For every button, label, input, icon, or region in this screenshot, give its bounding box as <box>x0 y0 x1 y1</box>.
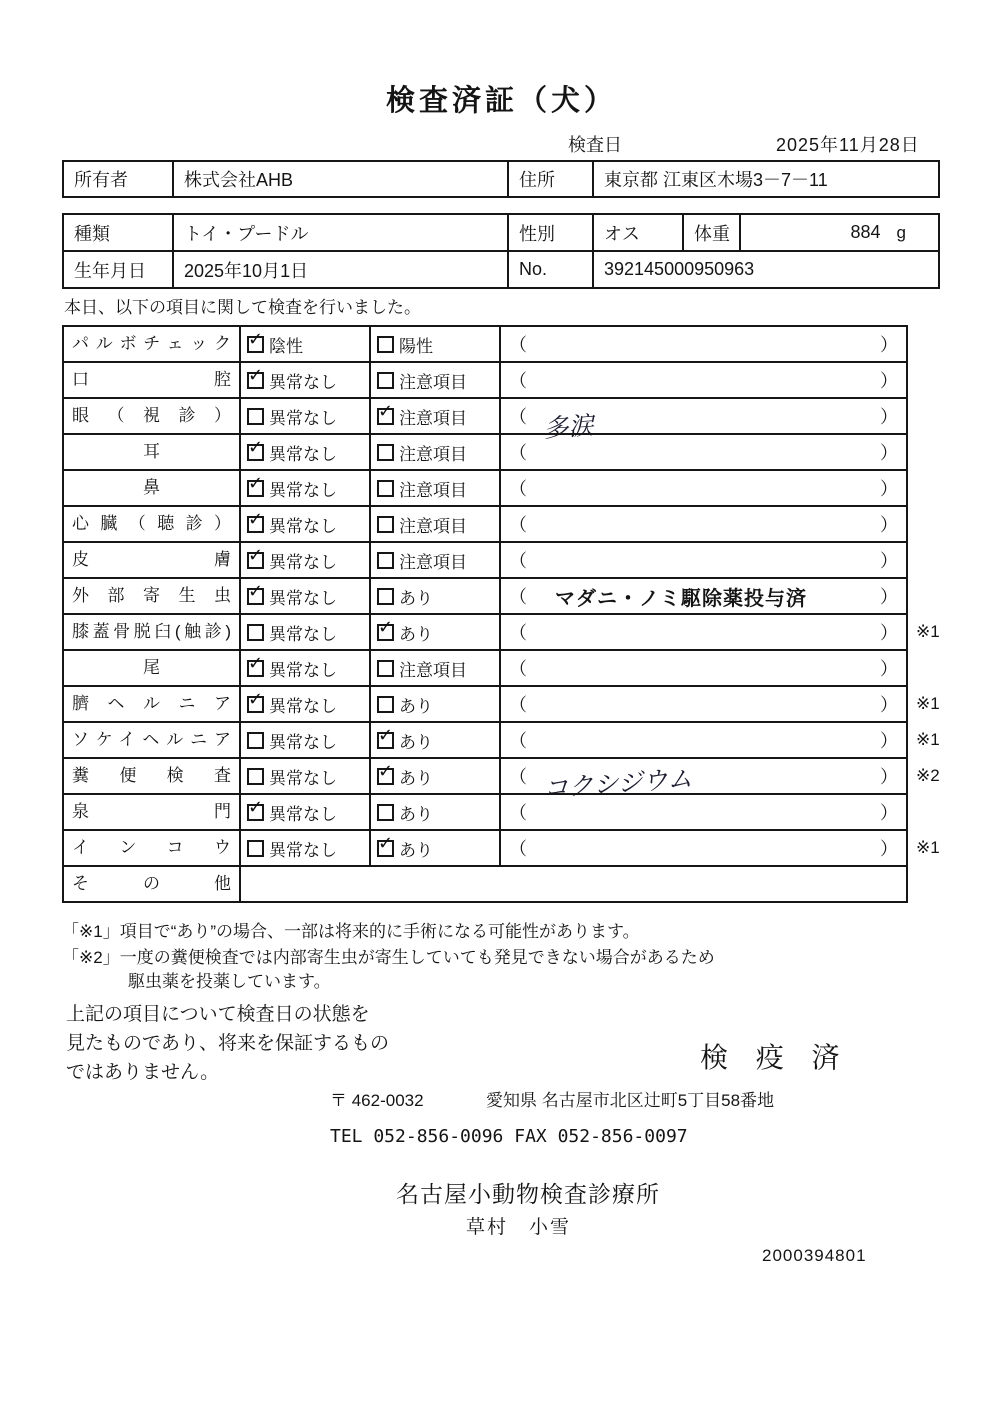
checkbox-option <box>369 687 499 721</box>
check-row <box>64 505 906 541</box>
open-paren: （ <box>509 479 527 499</box>
check-note-cell <box>499 579 906 613</box>
close-paren: ） <box>880 623 898 643</box>
address-value: 東京都 江東区木場3－7－11 <box>592 162 938 196</box>
weight-unit: g <box>896 222 906 242</box>
checked-checkbox <box>247 328 264 353</box>
checkbox-option <box>239 759 369 793</box>
checkbox-option <box>369 507 499 541</box>
checkbox-label: 注意項目 <box>399 516 467 536</box>
checkbox-label: 注意項目 <box>399 660 467 680</box>
open-paren: （ <box>509 587 527 607</box>
checkbox-option <box>369 471 499 505</box>
inspection-date-value: 2025年11月28日 <box>776 135 920 155</box>
footnote-1: 「※1」項目で“あり”の場合、一部は将来的に手術になる可能性があります。 <box>62 922 640 941</box>
clinic-postal-code: 〒 462-0032 <box>330 1091 424 1110</box>
checkbox-label: 異常なし <box>269 840 337 860</box>
checkbox-option <box>239 651 369 685</box>
check-item-label: その他 <box>72 874 231 893</box>
check-item-label: 鼻 <box>143 478 160 497</box>
check-mark-icon: ✓ <box>248 796 264 817</box>
check-item-label: 尾 <box>143 658 160 677</box>
clinic-tel-fax: TEL 052-856-0096 FAX 052-856-0097 <box>330 1126 688 1147</box>
checkbox-option <box>239 579 369 613</box>
animal-info-table <box>62 213 940 289</box>
checkbox-label: 異常なし <box>269 408 337 428</box>
clinic-name: 名古屋小動物検査診療所 <box>396 1181 660 1207</box>
checked-checkbox <box>377 760 394 785</box>
checkbox-label: あり <box>399 804 433 824</box>
checkbox-label: あり <box>399 840 433 860</box>
footnote-marker: ※1 <box>916 730 940 749</box>
checkbox-label: 異常なし <box>269 588 337 608</box>
weight-value: 884 <box>850 222 881 242</box>
check-item-label: 耳 <box>143 442 160 461</box>
checkbox-option <box>239 327 369 361</box>
checked-checkbox <box>247 652 264 677</box>
disclaimer-paragraph <box>66 1000 389 1087</box>
footnote-marker: ※1 <box>916 694 940 713</box>
unchecked-checkbox <box>377 516 394 533</box>
open-paren: （ <box>509 443 527 463</box>
close-paren: ） <box>880 767 898 787</box>
owner-label: 所有者 <box>74 170 128 190</box>
check-note-text: 多涙 <box>542 410 595 444</box>
close-paren: ） <box>880 551 898 571</box>
checkbox-label: 注意項目 <box>399 372 467 392</box>
checkbox-option <box>369 543 499 577</box>
open-paren: （ <box>509 767 527 787</box>
checkbox-label: 異常なし <box>269 732 337 752</box>
check-row <box>64 469 906 505</box>
check-mark-icon: ✓ <box>378 400 394 421</box>
check-note-cell <box>499 507 906 541</box>
footnote-2-continued: 駆虫薬を投薬しています。 <box>128 972 331 991</box>
checked-checkbox <box>247 508 264 533</box>
close-paren: ） <box>880 371 898 391</box>
check-item-label: 糞便検査 <box>72 766 231 785</box>
unchecked-checkbox <box>247 732 264 749</box>
sex-label: 性別 <box>507 215 592 250</box>
checked-checkbox <box>377 400 394 425</box>
check-note-cell <box>499 471 906 505</box>
check-item-label: 臍ヘルニア <box>72 694 231 713</box>
checked-checkbox <box>247 796 264 821</box>
unchecked-checkbox <box>377 444 394 461</box>
checkbox-option <box>239 723 369 757</box>
check-row <box>64 649 906 685</box>
checkbox-option <box>369 795 499 829</box>
check-row <box>64 327 906 361</box>
checked-checkbox <box>247 544 264 569</box>
checkbox-option <box>369 399 499 433</box>
open-paren: （ <box>509 623 527 643</box>
close-paren: ） <box>880 443 898 463</box>
check-note-cell <box>499 651 906 685</box>
checkbox-label: 異常なし <box>269 480 337 500</box>
checked-checkbox <box>247 364 264 389</box>
check-item-label: 外部寄生虫 <box>72 586 231 605</box>
check-item-label: 心臓（聴診） <box>72 514 231 533</box>
checkbox-option <box>239 507 369 541</box>
footnote-2: 「※2」一度の糞便検査では内部寄生虫が寄生していても発見できない場合があるため <box>62 948 715 967</box>
check-note-cell <box>499 831 906 865</box>
weight-label: 体重 <box>682 215 739 250</box>
open-paren: （ <box>509 731 527 751</box>
document-title: 検査済証（犬） <box>385 85 617 117</box>
checked-checkbox <box>247 436 264 461</box>
checkbox-label: 注意項目 <box>399 552 467 572</box>
check-mark-icon: ✓ <box>248 328 264 349</box>
checkbox-label: 注意項目 <box>399 480 467 500</box>
check-row <box>64 829 940 865</box>
check-mark-icon: ✓ <box>378 832 394 853</box>
checkbox-option <box>369 651 499 685</box>
check-mark-icon: ✓ <box>248 652 264 673</box>
open-paren: （ <box>509 407 527 427</box>
check-item-label: ソケイヘルニア <box>72 730 231 749</box>
unchecked-checkbox <box>377 660 394 677</box>
checked-checkbox <box>247 688 264 713</box>
id-number-label: No. <box>507 252 592 287</box>
checkbox-label: 異常なし <box>269 516 337 536</box>
footnote-marker: ※1 <box>916 838 940 857</box>
check-row <box>64 865 906 901</box>
owner-value: 株式会社AHB <box>172 162 507 196</box>
check-mark-icon: ✓ <box>248 508 264 529</box>
check-row <box>64 757 940 804</box>
checkbox-option <box>239 363 369 397</box>
check-row <box>64 685 940 721</box>
check-item-label: パルボチェック <box>72 334 231 353</box>
open-paren: （ <box>509 335 527 355</box>
unchecked-checkbox <box>377 804 394 821</box>
breed-value: トイ・プードル <box>172 215 507 250</box>
check-mark-icon: ✓ <box>248 580 264 601</box>
checkbox-option <box>239 471 369 505</box>
disclaimer-line-1: 上記の項目について検査日の状態を <box>66 1004 370 1025</box>
close-paren: ） <box>880 803 898 823</box>
checkbox-label: 注意項目 <box>399 444 467 464</box>
unchecked-checkbox <box>377 480 394 497</box>
sex-value: オス <box>592 215 682 250</box>
open-paren: （ <box>509 659 527 679</box>
checkbox-option <box>239 831 369 865</box>
check-table <box>62 325 940 903</box>
checkbox-label: あり <box>399 768 433 788</box>
open-paren: （ <box>509 695 527 715</box>
check-row <box>64 541 906 577</box>
check-mark-icon: ✓ <box>248 544 264 565</box>
id-number-value: 392145000950963 <box>592 252 938 287</box>
checkbox-label: 異常なし <box>269 804 337 824</box>
checkbox-label: 異常なし <box>269 768 337 788</box>
disclaimer-line-2: 見たものであり、将来を保証するもの <box>66 1033 390 1054</box>
checkbox-option <box>239 435 369 469</box>
unchecked-checkbox <box>377 372 394 389</box>
birthdate-value: 2025年10月1日 <box>172 252 507 287</box>
unchecked-checkbox <box>377 336 394 353</box>
unchecked-checkbox <box>247 624 264 641</box>
checkbox-label: 異常なし <box>269 444 337 464</box>
inspection-date-label: 検査日 <box>568 135 622 155</box>
check-note-text: マダニ・ノミ駆除薬投与済 <box>555 587 807 610</box>
check-note-cell <box>499 327 906 361</box>
check-mark-icon: ✓ <box>248 436 264 457</box>
close-paren: ） <box>880 407 898 427</box>
checkbox-label: 異常なし <box>269 696 337 716</box>
disclaimer-line-3: ではありません。 <box>66 1062 220 1083</box>
checkbox-option <box>239 615 369 649</box>
checkbox-label: あり <box>399 696 433 716</box>
unchecked-checkbox <box>247 840 264 857</box>
close-paren: ） <box>880 695 898 715</box>
check-item-label: インコウ <box>72 838 231 857</box>
checkbox-option <box>369 327 499 361</box>
check-item-label: 泉門 <box>72 802 231 821</box>
open-paren: （ <box>509 839 527 859</box>
owner-table <box>62 160 940 198</box>
quarantine-passed-stamp: 検 疫 済 <box>700 1042 850 1073</box>
checked-checkbox <box>247 580 264 605</box>
checkbox-option <box>369 759 499 793</box>
unchecked-checkbox <box>247 408 264 425</box>
check-note-cell <box>499 435 906 469</box>
checkbox-option <box>369 363 499 397</box>
check-row <box>64 613 940 649</box>
empty-cell <box>239 867 906 901</box>
checkbox-option <box>369 579 499 613</box>
check-row <box>64 397 906 444</box>
checkbox-option <box>369 831 499 865</box>
serial-number: 2000394801 <box>762 1246 867 1265</box>
unchecked-checkbox <box>377 552 394 569</box>
check-item-label: 眼（視診） <box>72 406 231 425</box>
check-mark-icon: ✓ <box>378 760 394 781</box>
check-note-cell <box>499 759 906 804</box>
checkbox-label: 異常なし <box>269 624 337 644</box>
open-paren: （ <box>509 551 527 571</box>
checked-checkbox <box>247 472 264 497</box>
check-item-label: 皮膚 <box>72 550 231 569</box>
unchecked-checkbox <box>377 588 394 605</box>
close-paren: ） <box>880 479 898 499</box>
checkbox-label: 注意項目 <box>399 408 467 428</box>
checked-checkbox <box>377 832 394 857</box>
checkbox-option <box>239 399 369 433</box>
check-mark-icon: ✓ <box>378 724 394 745</box>
close-paren: ） <box>880 659 898 679</box>
checkbox-option <box>369 723 499 757</box>
checkbox-option <box>239 795 369 829</box>
check-item-label: 口腔 <box>72 370 231 389</box>
close-paren: ） <box>880 335 898 355</box>
checkbox-label: あり <box>399 588 433 608</box>
open-paren: （ <box>509 803 527 823</box>
check-mark-icon: ✓ <box>248 472 264 493</box>
checkbox-option <box>369 435 499 469</box>
check-note-text: コクシジウム <box>542 763 694 804</box>
address-label: 住所 <box>507 162 592 196</box>
check-row <box>64 577 906 613</box>
check-mark-icon: ✓ <box>248 364 264 385</box>
checkbox-label: 異常なし <box>269 552 337 572</box>
check-mark-icon: ✓ <box>378 616 394 637</box>
birthdate-label: 生年月日 <box>74 260 146 281</box>
open-paren: （ <box>509 515 527 535</box>
checkbox-option <box>239 687 369 721</box>
checked-checkbox <box>377 724 394 749</box>
open-paren: （ <box>509 371 527 391</box>
checkbox-label: 陰性 <box>269 336 303 356</box>
close-paren: ） <box>880 731 898 751</box>
clinic-address: 愛知県 名古屋市北区辻町5丁目58番地 <box>486 1091 775 1110</box>
footnote-marker: ※2 <box>916 766 940 785</box>
checkbox-label: 異常なし <box>269 660 337 680</box>
check-mark-icon: ✓ <box>248 688 264 709</box>
breed-label: 種類 <box>74 223 110 244</box>
check-note-cell <box>499 687 906 721</box>
check-note-cell <box>499 795 906 829</box>
intro-sentence: 本日、以下の項目に関して検査を行いました。 <box>64 298 421 317</box>
checked-checkbox <box>377 616 394 641</box>
veterinarian-name: 草村 小雪 <box>466 1217 572 1238</box>
checkbox-label: あり <box>399 624 433 644</box>
check-note-cell <box>499 399 906 444</box>
checkbox-option <box>239 543 369 577</box>
check-row <box>64 793 906 829</box>
close-paren: ） <box>880 839 898 859</box>
checkbox-label: 陽性 <box>399 336 433 356</box>
checkbox-option <box>369 615 499 649</box>
check-note-cell <box>499 543 906 577</box>
checkbox-label: あり <box>399 732 433 752</box>
unchecked-checkbox <box>247 768 264 785</box>
check-note-cell <box>499 615 906 649</box>
footnote-marker: ※1 <box>916 622 940 641</box>
unchecked-checkbox <box>377 696 394 713</box>
close-paren: ） <box>880 587 898 607</box>
check-row <box>64 433 906 469</box>
checkbox-label: 異常なし <box>269 372 337 392</box>
close-paren: ） <box>880 515 898 535</box>
check-item-label: 膝蓋骨脱臼(触診) <box>72 622 231 641</box>
weight-value-cell <box>739 215 938 250</box>
